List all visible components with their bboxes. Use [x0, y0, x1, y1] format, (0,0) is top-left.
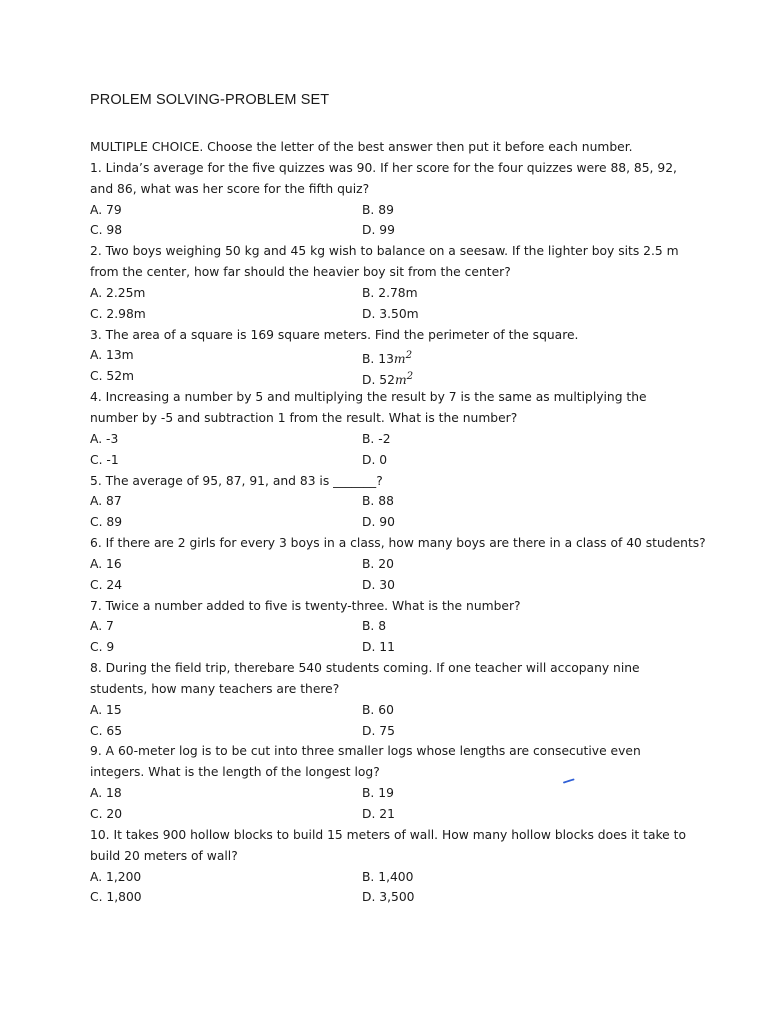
options-row [90, 366, 690, 387]
question-3: 3. The area of a square is 169 square meters. Find the perimeter of the square. [90, 327, 579, 342]
page-title: PROLEM SOLVING-PROBLEM SET [90, 92, 330, 108]
options-row [90, 491, 690, 512]
unit-symbol: m [394, 373, 407, 388]
option-a: A. 13m [90, 348, 134, 363]
option-b: B. 2.78m [362, 285, 418, 300]
option-c: C. 65 [90, 723, 123, 738]
option-d: D. 90 [362, 515, 395, 530]
options-row [90, 554, 690, 575]
option-d: D. 21 [362, 807, 395, 821]
option-a: A. 7 [90, 619, 114, 634]
instructions: MULTIPLE CHOICE. Choose the letter of the best answer then put it before each number. [90, 140, 633, 154]
options-row [90, 575, 690, 596]
option-b: B. 60 [362, 702, 394, 717]
option-c: C. 2.98m [90, 306, 146, 321]
option-a: A. 1,200 [90, 869, 142, 884]
option-d: D. 99 [362, 223, 395, 238]
unit-symbol: m [393, 352, 406, 367]
pen-stroke [564, 780, 574, 783]
question-8: 8. During the field trip, therebare 540 students coming. If one teacher will accopany nine students, how many teachers are there? [90, 661, 640, 696]
option-b: B. 19 [362, 786, 394, 801]
option-c: C. 98 [90, 223, 123, 238]
option-d: D. 0 [362, 452, 388, 467]
options-row [90, 450, 690, 471]
question-9: 9. A 60-meter log is to be cut into three smaller logs whose lengths are consecutive even integers. What is the length of the longest log? [90, 744, 641, 780]
options-row [90, 637, 690, 658]
exponent: 2 [405, 349, 413, 362]
option-b: B. -2 [362, 431, 391, 446]
option-a: A. 15 [90, 702, 122, 717]
options-row [90, 304, 690, 325]
option-d-text: D. 52 [362, 373, 395, 388]
option-a: A. 79 [90, 202, 122, 217]
question-4: 4. Increasing a number by 5 and multiplying the result by 7 is the same as multiplying the number by -5 and subtraction 1 from the result. What is the number? [90, 390, 647, 425]
option-c: C. 9 [90, 640, 115, 655]
options-row [90, 721, 690, 742]
option-a: A. 2.25m [90, 285, 146, 300]
option-b [362, 345, 690, 366]
question-2: 2. Two boys weighing 50 kg and 45 kg wish to balance on a seesaw. If the lighter boy sits 2.5 m from the center, how far should the heavier boy sit from the center? [90, 244, 679, 280]
exponent: 2 [406, 370, 414, 383]
option-b: B. 89 [362, 202, 394, 217]
pen-mark-icon [563, 777, 575, 785]
option-c: C. 20 [90, 807, 123, 821]
option-c: C. 1,800 [90, 890, 142, 905]
options-row [90, 616, 690, 637]
options-row [90, 783, 690, 804]
options-row [90, 700, 690, 721]
option-b-text: B. 13 [362, 352, 394, 367]
option-d: D. 3.50m [362, 306, 419, 321]
option-d: D. 30 [362, 577, 395, 592]
options-row [90, 200, 690, 221]
option-d: D. 3,500 [362, 890, 415, 905]
option-a: A. 16 [90, 556, 122, 571]
option-d: D. 11 [362, 640, 395, 655]
option-c: C. -1 [90, 452, 119, 467]
options-row [90, 867, 690, 888]
options-row [90, 220, 690, 241]
question-7: 7. Twice a number added to five is twenty-three. What is the number? [90, 598, 521, 613]
option-a: A. 87 [90, 494, 122, 509]
option-c: C. 89 [90, 515, 123, 530]
options-row [90, 345, 690, 366]
option-b: B. 20 [362, 556, 394, 571]
problem-set [90, 137, 706, 908]
option-c: C. 52m [90, 369, 135, 384]
option-b: B. 1,400 [362, 869, 414, 884]
option-c: C. 24 [90, 577, 123, 592]
question-10: 10. It takes 900 hollow blocks to build 15 meters of wall. How many hollow blocks does it take to build 20 meters of wall? [90, 827, 686, 863]
options-row [90, 804, 690, 825]
options-row [90, 887, 690, 908]
options-row [90, 429, 690, 450]
option-d [362, 366, 690, 387]
options-row [90, 283, 690, 304]
question-5: 5. The average of 95, 87, 91, and 83 is _______? [90, 473, 383, 488]
option-a: A. 18 [90, 786, 122, 801]
question-6: 6. If there are 2 girls for every 3 boys in a class, how many boys are there in a class of 40 students? [90, 536, 706, 551]
option-a: A. -3 [90, 431, 119, 446]
option-d: D. 75 [362, 723, 395, 738]
option-b: B. 8 [362, 619, 387, 634]
options-row [90, 512, 690, 533]
question-1: 1. Linda’s average for the five quizzes was 90. If her score for the four quizzes were 88, 85, 92, and 86, what was her score for the fifth quiz? [90, 160, 677, 196]
option-b: B. 88 [362, 494, 394, 509]
